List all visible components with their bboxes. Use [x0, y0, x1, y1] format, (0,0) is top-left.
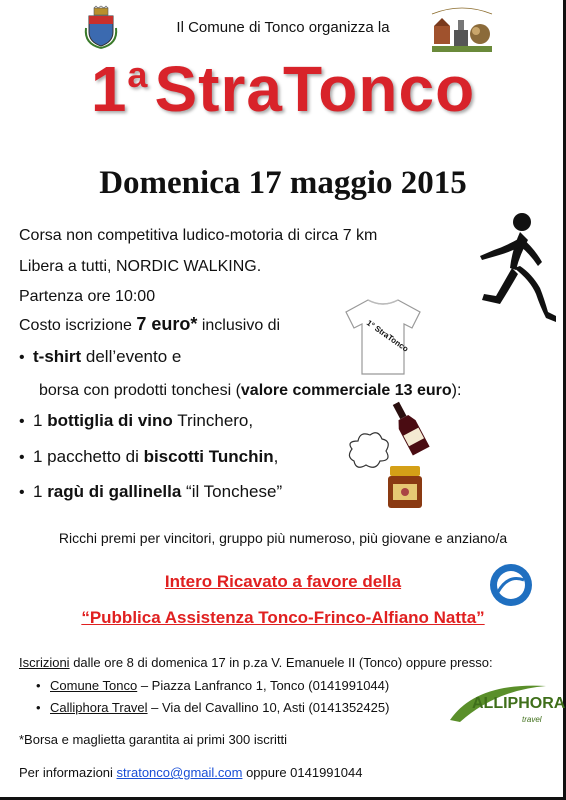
- association-logo: [428, 4, 496, 58]
- list-item-bag: borsa con prodotti tonchesi (valore commerciale 13 euro):: [39, 382, 462, 399]
- title-name: StraTonco: [154, 53, 476, 125]
- event-date: Domenica 17 maggio 2015: [99, 165, 467, 201]
- calliphora-logo: [446, 678, 566, 728]
- event-title: [0, 52, 566, 126]
- title-ordinal: 1: [90, 53, 128, 125]
- registration-intro: Iscrizioni dalle ore 8 di domenica 17 in p.za V. Emanuele II (Tonco) oppure presso:: [19, 655, 493, 670]
- beneficiary-name: “Pubblica Assistenza Tonco-Frinco-Alfiano Natta”: [81, 608, 485, 627]
- ragu-jar-icon: [384, 462, 426, 510]
- registration-point-comune: • Comune Tonco – Piazza Lanfranco 1, Tonco (0141991044): [36, 678, 390, 693]
- registration-cost: Costo iscrizione 7 euro* inclusivo di: [19, 314, 281, 334]
- runner-icon: [476, 210, 560, 325]
- tshirt-icon: [342, 294, 424, 378]
- cost-value: 7 euro*: [136, 314, 198, 334]
- title-superscript: a: [127, 54, 149, 95]
- svg-text:travel: travel: [522, 715, 542, 724]
- registration-point-calliphora: • Calliphora Travel – Via del Cavallino 10, Asti (0141352425): [36, 700, 390, 715]
- footnote: *Borsa e maglietta garantita ai primi 300 iscritti: [19, 732, 288, 747]
- tshirt-print: 1° StraTonco: [364, 318, 411, 354]
- list-item-tshirt: • t-shirt dell’evento e: [19, 347, 182, 366]
- organizer-text: Il Comune di Tonco organizza la: [176, 19, 390, 36]
- proceeds-heading: Intero Ricavato a favore della: [164, 572, 402, 591]
- email-link[interactable]: stratonco@gmail.com: [116, 765, 243, 780]
- race-description: Corsa non competitiva ludico-motoria di circa 7 km: [19, 227, 378, 244]
- race-access: Libera a tutti, NORDIC WALKING.: [19, 258, 262, 275]
- list-item-wine: • 1 bottiglia di vino Trinchero,: [19, 411, 254, 430]
- contact-info: Per informazioni stratonco@gmail.com oppure 0141991044: [19, 765, 363, 780]
- list-item-biscuits: • 1 pacchetto di biscotti Tunchin,: [19, 447, 279, 466]
- race-start: Partenza ore 10:00: [19, 288, 156, 305]
- svg-text:ALLIPHORA: ALLIPHORA: [472, 695, 566, 712]
- prizes-text: Ricchi premi per vincitori, gruppo più numeroso, più giovane e anziano/a: [58, 530, 508, 546]
- list-item-ragu: • 1 ragù di gallinella “il Tonchese”: [19, 482, 283, 501]
